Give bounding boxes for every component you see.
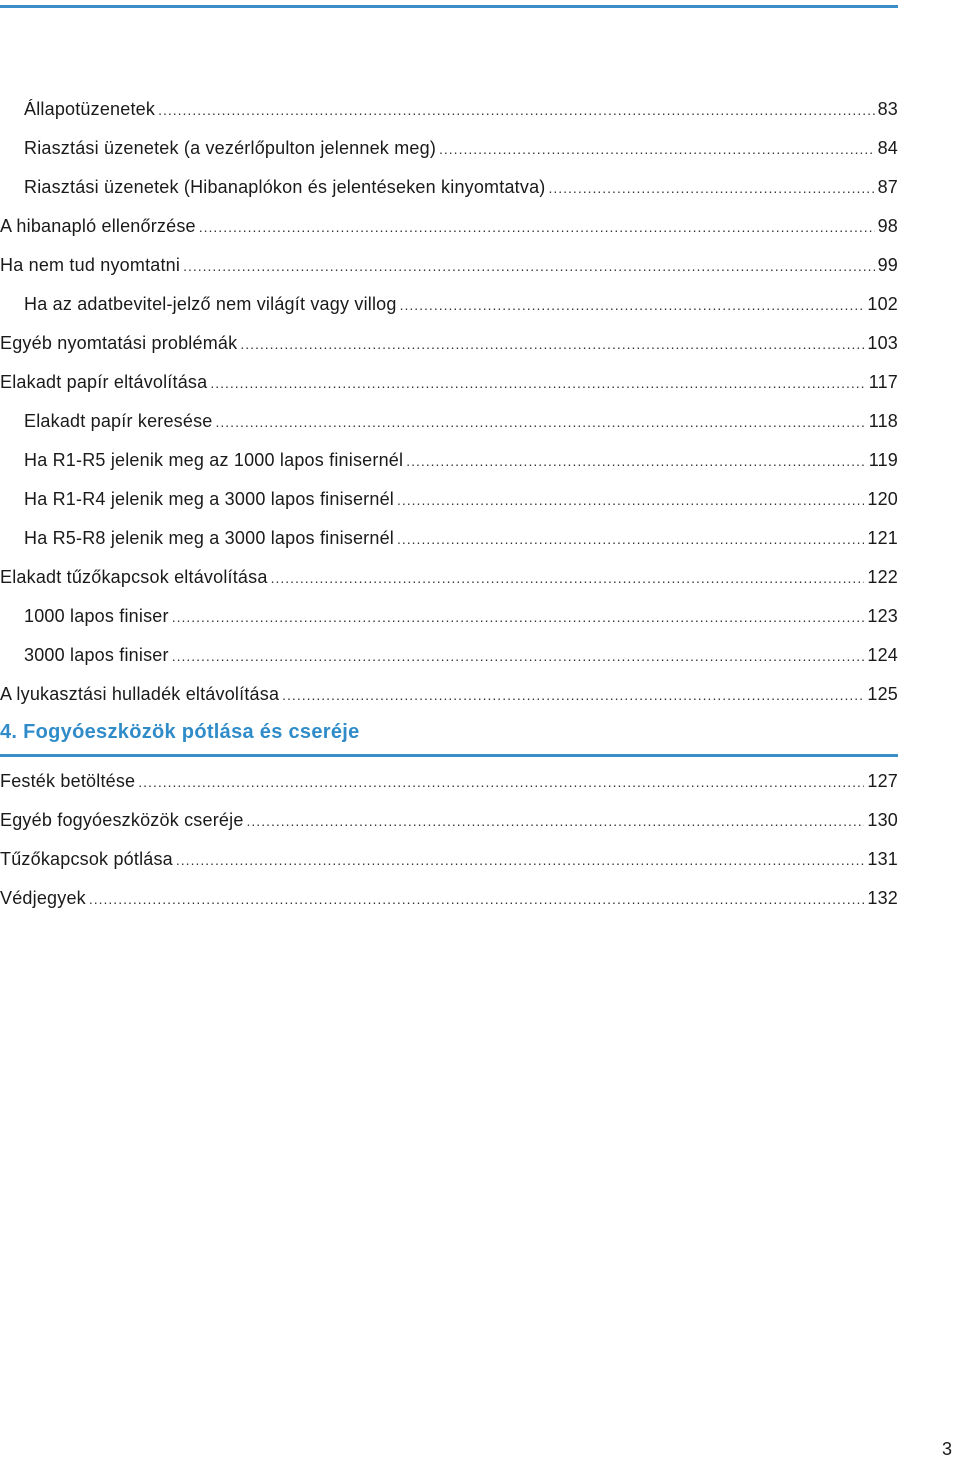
toc-entry-title: 1000 lapos finiser (24, 606, 169, 626)
chapter-rule (0, 754, 898, 757)
dot-leader (240, 325, 864, 364)
toc-entry-page: 123 (867, 606, 898, 626)
toc-entry[interactable] (0, 207, 898, 246)
toc-entry-title: A hibanapló ellenőrzése (0, 216, 196, 236)
toc-entry[interactable] (0, 480, 898, 519)
toc-entry-page: 132 (867, 888, 898, 908)
toc-entry-page: 125 (867, 684, 898, 704)
toc-entry-title: Riasztási üzenetek (Hibanaplókon és jelentéseken kinyomtatva) (24, 177, 546, 197)
dot-leader (138, 763, 864, 802)
toc-entry-page: 99 (877, 255, 898, 275)
toc-entry[interactable] (0, 168, 898, 207)
table-of-contents (0, 90, 898, 918)
toc-entry-title: Ha R1-R5 jelenik meg az 1000 lapos finisernél (24, 450, 404, 470)
toc-entry-title: Elakadt papír eltávolítása (0, 372, 208, 392)
toc-entry[interactable] (0, 519, 898, 558)
toc-entry-title: Tűzőkapcsok pótlása (0, 849, 173, 869)
toc-entry[interactable] (0, 246, 898, 285)
dot-leader (172, 598, 865, 637)
toc-entry-title: Ha az adatbevitel-jelző nem világít vagy villog (24, 294, 397, 314)
dot-leader (172, 637, 865, 676)
dot-leader (247, 802, 865, 841)
toc-entry-page: 127 (867, 771, 898, 791)
toc-entry[interactable] (0, 129, 898, 168)
toc-entry-page: 120 (867, 489, 898, 509)
toc-entry-title: Elakadt tűzőkapcsok eltávolítása (0, 567, 268, 587)
chapter-title: 4. Fogyóeszközök pótlása és cseréje (0, 721, 360, 743)
toc-entry-page: 87 (877, 177, 898, 197)
toc-entry-title: Egyéb nyomtatási problémák (0, 333, 238, 353)
toc-entry-page: 103 (867, 333, 898, 353)
toc-entry[interactable] (0, 762, 898, 801)
toc-entry-page: 84 (877, 138, 898, 158)
toc-entry-page: 122 (867, 567, 898, 587)
toc-entry[interactable] (0, 597, 898, 636)
dot-leader (282, 676, 864, 715)
dot-leader (176, 841, 864, 880)
toc-entry-title: Egyéb fogyóeszközök cseréje (0, 810, 244, 830)
toc-entry-title: Védjegyek (0, 888, 86, 908)
toc-entry-page: 98 (877, 216, 898, 236)
dot-leader (216, 403, 866, 442)
dot-leader (158, 91, 874, 130)
dot-leader (183, 247, 874, 286)
dot-leader (210, 364, 865, 403)
toc-entry-title: Állapotüzenetek (24, 99, 156, 119)
toc-entry[interactable] (0, 324, 898, 363)
dot-leader (397, 520, 864, 559)
toc-entry-page: 117 (868, 372, 898, 392)
toc-entry[interactable] (0, 879, 898, 918)
dot-leader (439, 130, 875, 169)
toc-entry[interactable] (0, 90, 898, 129)
toc-entry[interactable] (0, 402, 898, 441)
dot-leader (406, 442, 866, 481)
toc-entry-title: Ha R5-R8 jelenik meg a 3000 lapos finisernél (24, 528, 394, 548)
toc-entry-page: 83 (877, 99, 898, 119)
toc-entry[interactable] (0, 801, 898, 840)
toc-entry-page: 131 (867, 849, 898, 869)
dot-leader (271, 559, 865, 598)
dot-leader (548, 169, 874, 208)
toc-entry-title: Festék betöltése (0, 771, 136, 791)
toc-entry-title: Riasztási üzenetek (a vezérlőpulton jelennek meg) (24, 138, 437, 158)
toc-entry-page: 121 (867, 528, 898, 548)
header-rule (0, 5, 898, 8)
toc-entry[interactable] (0, 363, 898, 402)
toc-entry-page: 118 (868, 411, 898, 431)
dot-leader (199, 208, 875, 247)
toc-entry[interactable] (0, 840, 898, 879)
toc-entry-title: Ha nem tud nyomtatni (0, 255, 181, 275)
toc-entry-title: Elakadt papír keresése (24, 411, 213, 431)
toc-entry-title: Ha R1-R4 jelenik meg a 3000 lapos finisernél (24, 489, 394, 509)
toc-entry-page: 102 (867, 294, 898, 314)
chapter-heading[interactable] (0, 714, 898, 754)
toc-entry[interactable] (0, 675, 898, 714)
toc-entry-title: A lyukasztási hulladék eltávolítása (0, 684, 280, 704)
toc-entry[interactable] (0, 285, 898, 324)
toc-entry[interactable] (0, 441, 898, 480)
page-number: 3 (941, 1439, 952, 1459)
dot-leader (89, 880, 865, 919)
toc-entry-page: 124 (867, 645, 898, 665)
dot-leader (397, 481, 864, 520)
toc-entry-title: 3000 lapos finiser (24, 645, 169, 665)
toc-entry[interactable] (0, 558, 898, 597)
toc-entry-page: 119 (868, 450, 898, 470)
toc-entry[interactable] (0, 636, 898, 675)
dot-leader (400, 286, 865, 325)
toc-entry-page: 130 (867, 810, 898, 830)
